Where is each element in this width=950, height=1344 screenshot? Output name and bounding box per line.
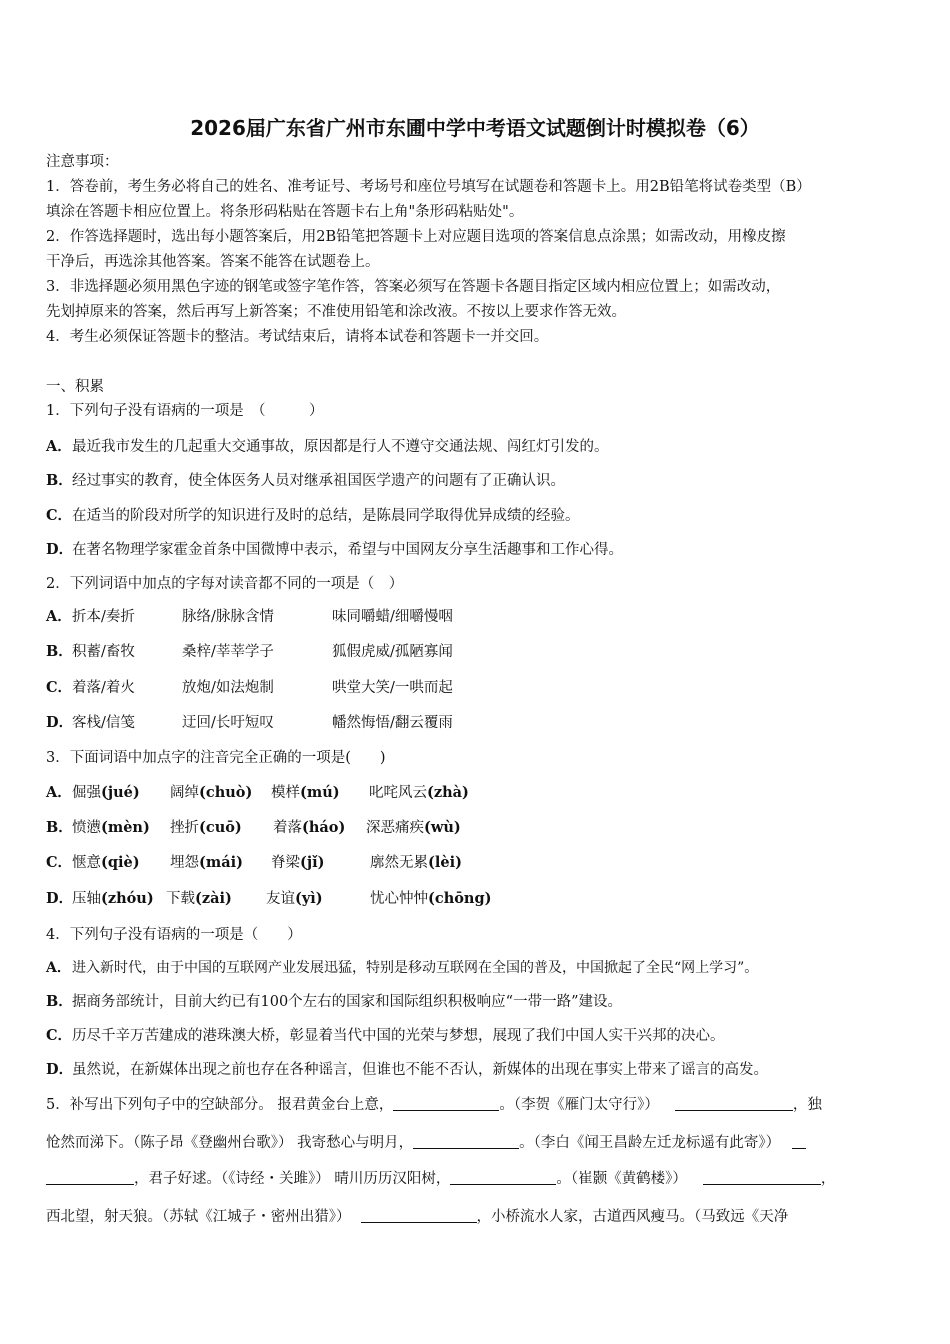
question-5-line [46, 1133, 906, 1153]
q3-option-b [46, 818, 906, 838]
pinyin: (zhà) [427, 784, 469, 801]
answer-blank[interactable] [413, 1134, 519, 1149]
option-word: 狐假虎威/孤陋寡闻 [332, 644, 453, 660]
option-text: 历尽千辛万苦建成的港珠澳大桥，彰显着当代中国的光荣与梦想，展现了我们中国人实干兴邦的决心。 [72, 1028, 725, 1044]
option-word: 埋怨 [170, 855, 199, 871]
option-letter: A． [46, 784, 72, 801]
q2-option-c [46, 678, 906, 698]
notice-line: 填涂在答题卡相应位置上。将条形码粘贴在答题卡右上角"条形码粘贴处"。 [46, 204, 524, 220]
q2-option-b [46, 642, 906, 662]
option-word: 模样 [271, 785, 300, 801]
notice-line: 先划掉原来的答案，然后再写上新答案；不准使用铅笔和涂改液。不按以上要求作答无效。 [46, 304, 626, 320]
q5-text: 5．补写出下列句子中的空缺部分。 报君黄金台上意， [46, 1097, 394, 1113]
option-letter: C． [46, 1027, 73, 1044]
option-letter: C． [46, 854, 73, 871]
option-text: 经过事实的教育，使全体医务人员对继承祖国医学遗产的问题有了正确认识。 [72, 473, 565, 489]
answer-blank[interactable] [792, 1134, 806, 1149]
pinyin: (cuō) [199, 819, 242, 836]
question-5-line [46, 1095, 906, 1115]
option-text: 在适当的阶段对所学的知识进行及时的总结，是陈晨同学取得优异成绩的经验。 [72, 508, 580, 524]
q3-option-a [46, 783, 906, 803]
notice-heading: 注意事项： [46, 154, 119, 170]
q2-option-a [46, 607, 906, 627]
q3-option-c [46, 853, 906, 873]
question-2-stem: 2．下列词语中加点的字每对读音都不同的一项是（ ） [46, 576, 404, 592]
answer-blank[interactable] [46, 1170, 134, 1185]
question-3-stem: 3．下面词语中加点字的注音完全正确的一项是( ) [46, 750, 386, 766]
q5-text: 怆然而涕下。（陈子昂《登幽州台歌》） 我寄愁心与明月， [46, 1135, 414, 1151]
pinyin: (mái) [199, 854, 243, 871]
q5-text: ，小桥流水人家，古道西风瘦马。（马致远《天净 [476, 1209, 789, 1225]
option-word: 着落 [273, 820, 302, 836]
pinyin: (zài) [195, 890, 232, 907]
option-word: 味同嚼蜡/细嚼慢咽 [332, 609, 453, 625]
notice-line: 4．考生必须保证答题卡的整洁。考试结束后，请将本试卷和答题卡一并交回。 [46, 329, 549, 345]
answer-blank[interactable] [361, 1208, 477, 1223]
option-word: 压轴 [72, 891, 101, 907]
q5-text: 西北望，射天狼。（苏轼《江城子・密州出猎》） [46, 1209, 351, 1225]
option-letter: A． [46, 608, 72, 625]
pinyin: (chuò) [199, 784, 253, 801]
option-word: 幡然悔悟/翻云覆雨 [332, 715, 453, 731]
pinyin: (chōng) [428, 890, 492, 907]
option-word: 廓然无累 [370, 855, 428, 871]
q4-option-c [46, 1026, 906, 1046]
q1-option-a [46, 437, 906, 457]
question-1-stem: 1．下列句子没有语病的一项是 （ ） [46, 403, 324, 419]
option-word: 愤懑 [72, 820, 101, 836]
option-letter: A． [46, 960, 71, 976]
option-word: 脊梁 [271, 855, 300, 871]
pinyin: (lèi) [428, 854, 462, 871]
answer-blank[interactable] [450, 1170, 556, 1185]
question-4-stem: 4．下列句子没有语病的一项是（ ） [46, 927, 302, 943]
notice-line: 2．作答选择题时，选出每小题答案后，用2B铅笔把答题卡上对应题目选项的答案信息点涂黑；如需改动，用橡皮擦 [46, 229, 786, 245]
option-word: 折本/奏折 [72, 609, 135, 625]
option-letter: D． [46, 890, 74, 907]
option-word: 哄堂大笑/一哄而起 [332, 680, 453, 696]
q5-text: ，君子好逑。（《诗经・关雎》） 晴川历历汉阳树， [134, 1171, 451, 1187]
q5-text: 。（崔颢《黄鹤楼》） [556, 1171, 687, 1187]
option-letter: B． [46, 643, 73, 660]
q5-text: ，独 [792, 1097, 822, 1113]
option-word: 阔绰 [170, 785, 199, 801]
option-word: 桑梓/莘莘学子 [182, 644, 274, 660]
option-word: 脉络/脉脉含情 [182, 609, 274, 625]
option-word: 下载 [166, 891, 195, 907]
pinyin: (mèn) [101, 819, 150, 836]
q3-option-d [46, 889, 906, 909]
q1-option-c [46, 506, 906, 526]
option-word: 忧心忡忡 [370, 891, 428, 907]
page-title: 2026届广东省广州市东圃中学中考语文试题倒计时模拟卷（6） [190, 116, 760, 140]
pinyin: (wù) [424, 819, 461, 836]
option-word: 客栈/信笺 [72, 715, 135, 731]
q5-text: 。（李贺《雁门太守行》） [499, 1097, 659, 1113]
q1-option-b [46, 471, 906, 491]
q4-option-b [46, 992, 906, 1012]
option-text: 据商务部统计，目前大约已有100个左右的国家和国际组织积极响应“一带一路”建设。 [72, 994, 622, 1010]
option-letter: D． [46, 1061, 74, 1078]
pinyin: (zhóu) [101, 890, 154, 907]
option-text: 虽然说，在新媒体出现之前也存在各种谣言，但谁也不能不否认，新媒体的出现在事实上带来了谣言的高发。 [72, 1062, 768, 1078]
q4-option-a [46, 958, 906, 978]
q5-text: 。（李白《闻王昌龄左迁龙标遥有此寄》） [519, 1135, 781, 1151]
option-word: 迂回/长吁短叹 [182, 715, 274, 731]
option-word: 倔强 [72, 785, 101, 801]
section-heading: 一、积累 [46, 379, 104, 395]
option-letter: C． [46, 507, 73, 524]
option-word: 深恶痛疾 [366, 820, 424, 836]
option-word: 挫折 [170, 820, 199, 836]
option-letter: D． [46, 714, 74, 731]
option-letter: C． [46, 679, 73, 696]
pinyin: (qiè) [101, 854, 140, 871]
option-text: 最近我市发生的几起重大交通事故，原因都是行人不遵守交通法规、闯红灯引发的。 [72, 439, 609, 455]
answer-blank[interactable] [703, 1170, 821, 1185]
option-word: 友谊 [266, 891, 295, 907]
question-5-line [46, 1169, 906, 1189]
option-word: 放炮/如法炮制 [182, 680, 274, 696]
q4-option-d [46, 1060, 906, 1080]
option-letter: A． [46, 438, 72, 455]
option-word: 叱咤风云 [369, 785, 427, 801]
q1-option-d [46, 540, 906, 560]
pinyin: (yì) [295, 890, 323, 907]
option-word: 积蓄/畜牧 [72, 644, 135, 660]
option-letter: B． [46, 993, 73, 1010]
option-word: 着落/着火 [72, 680, 135, 696]
pinyin: (mú) [300, 784, 340, 801]
answer-blank[interactable] [675, 1096, 793, 1111]
q5-text: ， [820, 1171, 836, 1187]
question-5-line [46, 1207, 906, 1227]
pinyin: (háo) [302, 819, 346, 836]
option-letter: B． [46, 819, 73, 836]
answer-blank[interactable] [393, 1096, 499, 1111]
option-word: 惬意 [72, 855, 101, 871]
notice-line: 3．非选择题必须用黑色字迹的钢笔或签字笔作答，答案必须写在答题卡各题目指定区域内相应位置上；如需改动， [46, 279, 781, 295]
notice-line: 1．答卷前，考生务必将自己的姓名、准考证号、考场号和座位号填写在试题卷和答题卡上。用2B铅笔将试卷类型（B） [46, 179, 811, 195]
option-text: 进入新时代，由于中国的互联网产业发展迅猛，特别是移动互联网在全国的普及，中国掀起了全民“网上学习”。 [72, 960, 759, 976]
notice-line: 干净后，再选涂其他答案。答案不能答在试题卷上。 [46, 254, 380, 270]
option-letter: B． [46, 472, 73, 489]
pinyin: (jué) [101, 784, 140, 801]
q2-option-d [46, 713, 906, 733]
option-text: 在著名物理学家霍金首条中国微博中表示，希望与中国网友分享生活趣事和工作心得。 [72, 542, 623, 558]
pinyin: (jǐ) [300, 854, 325, 871]
option-letter: D． [46, 541, 74, 558]
